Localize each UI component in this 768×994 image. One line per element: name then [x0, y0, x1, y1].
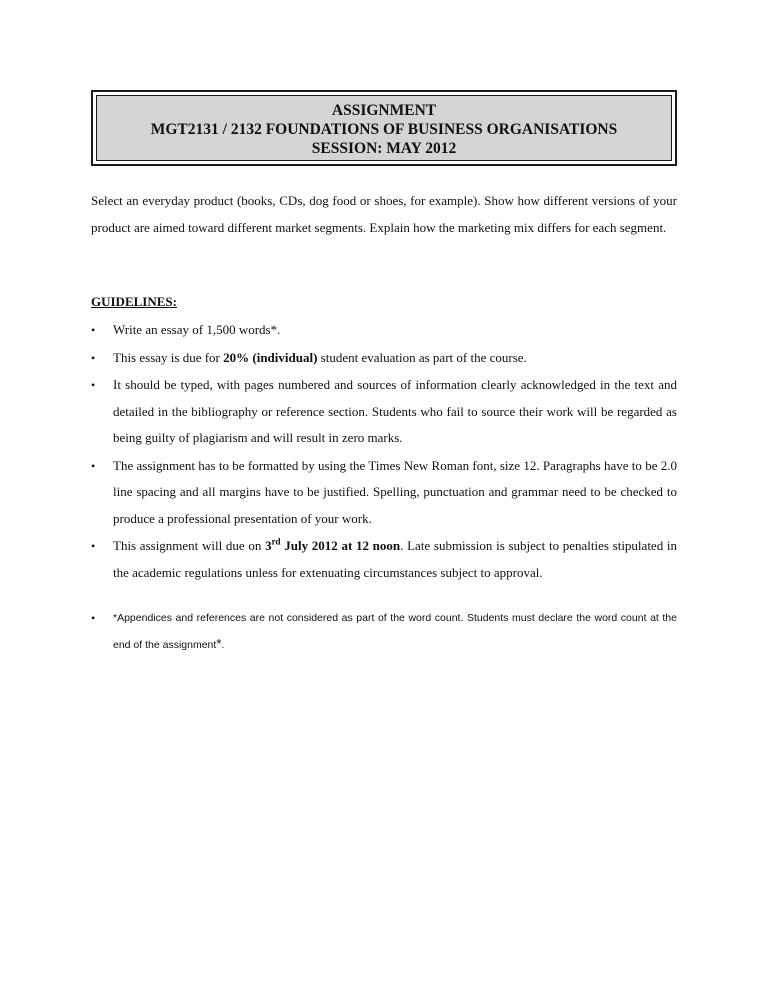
deadline-rest: July 2012 at 12 noon [280, 538, 401, 553]
bullet-icon: • [91, 458, 96, 473]
bullet-icon: • [91, 350, 96, 365]
title-line-assignment: ASSIGNMENT [331, 102, 437, 119]
title-box-inner [96, 95, 672, 161]
guideline-text: Write an essay of 1,500 words*. [113, 322, 281, 337]
guideline-item-sources [91, 372, 677, 452]
guideline-item-formatting [91, 453, 677, 533]
guideline-text: This essay is due for [113, 349, 224, 365]
intro-paragraph: Select an everyday product (books, CDs, dog food or shoes, for example). Show how different versions of your product are aimed toward different market segments. Explain how the marketing mix differs for each segment. [91, 193, 677, 235]
guideline-item-deadline [91, 533, 677, 586]
bullet-icon: • [91, 539, 96, 553]
word-count-note [91, 606, 677, 658]
note-asterisk: * [216, 636, 222, 651]
guidelines-list [91, 317, 677, 587]
deadline-date [265, 538, 400, 553]
guideline-emphasis: 20% (individual) [223, 349, 318, 365]
guidelines-heading: GUIDELINES: [91, 294, 177, 309]
note-text: *Appendices and references are not considered as part of the word count. Students must declare the word count at the end of the assignment [113, 612, 677, 651]
bullet-icon: • [91, 323, 96, 337]
note-end: . [221, 639, 225, 651]
deadline-day-suffix: rd [271, 536, 281, 547]
guideline-text: The assignment has to be formatted by using the Times New Roman font, size 12. Paragraphs have to be 2.0 line spacing and all margins have to be justified. Spelling, punctuation and grammar need to be checked to produce a professional presentation of your work. [113, 457, 677, 526]
guideline-text: This assignment will due on [113, 538, 266, 553]
guideline-text: It should be typed, with pages numbered and sources of information clearly acknowledged in the text and detailed in the bibliography or reference section. Students who fail to source their work will be regarded as being guilty of plagiarism and will result in zero marks. [113, 377, 677, 445]
title-box [91, 90, 677, 166]
bullet-icon: • [91, 611, 96, 625]
guideline-item-evaluation [91, 345, 677, 372]
guideline-text: . Late submission is subject to penalties stipulated in the academic regulations unless for extenuating circumstances subject to approval. [113, 538, 678, 580]
guideline-item-word-count [91, 317, 677, 344]
guideline-text: student evaluation as part of the course. [317, 349, 527, 365]
bullet-icon: • [91, 378, 96, 392]
title-line-course: MGT2131 / 2132 FOUNDATIONS OF BUSINESS ORGANISATIONS [150, 121, 618, 138]
deadline-day: 3 [265, 538, 272, 553]
title-line-session: SESSION: MAY 2012 [311, 140, 457, 157]
